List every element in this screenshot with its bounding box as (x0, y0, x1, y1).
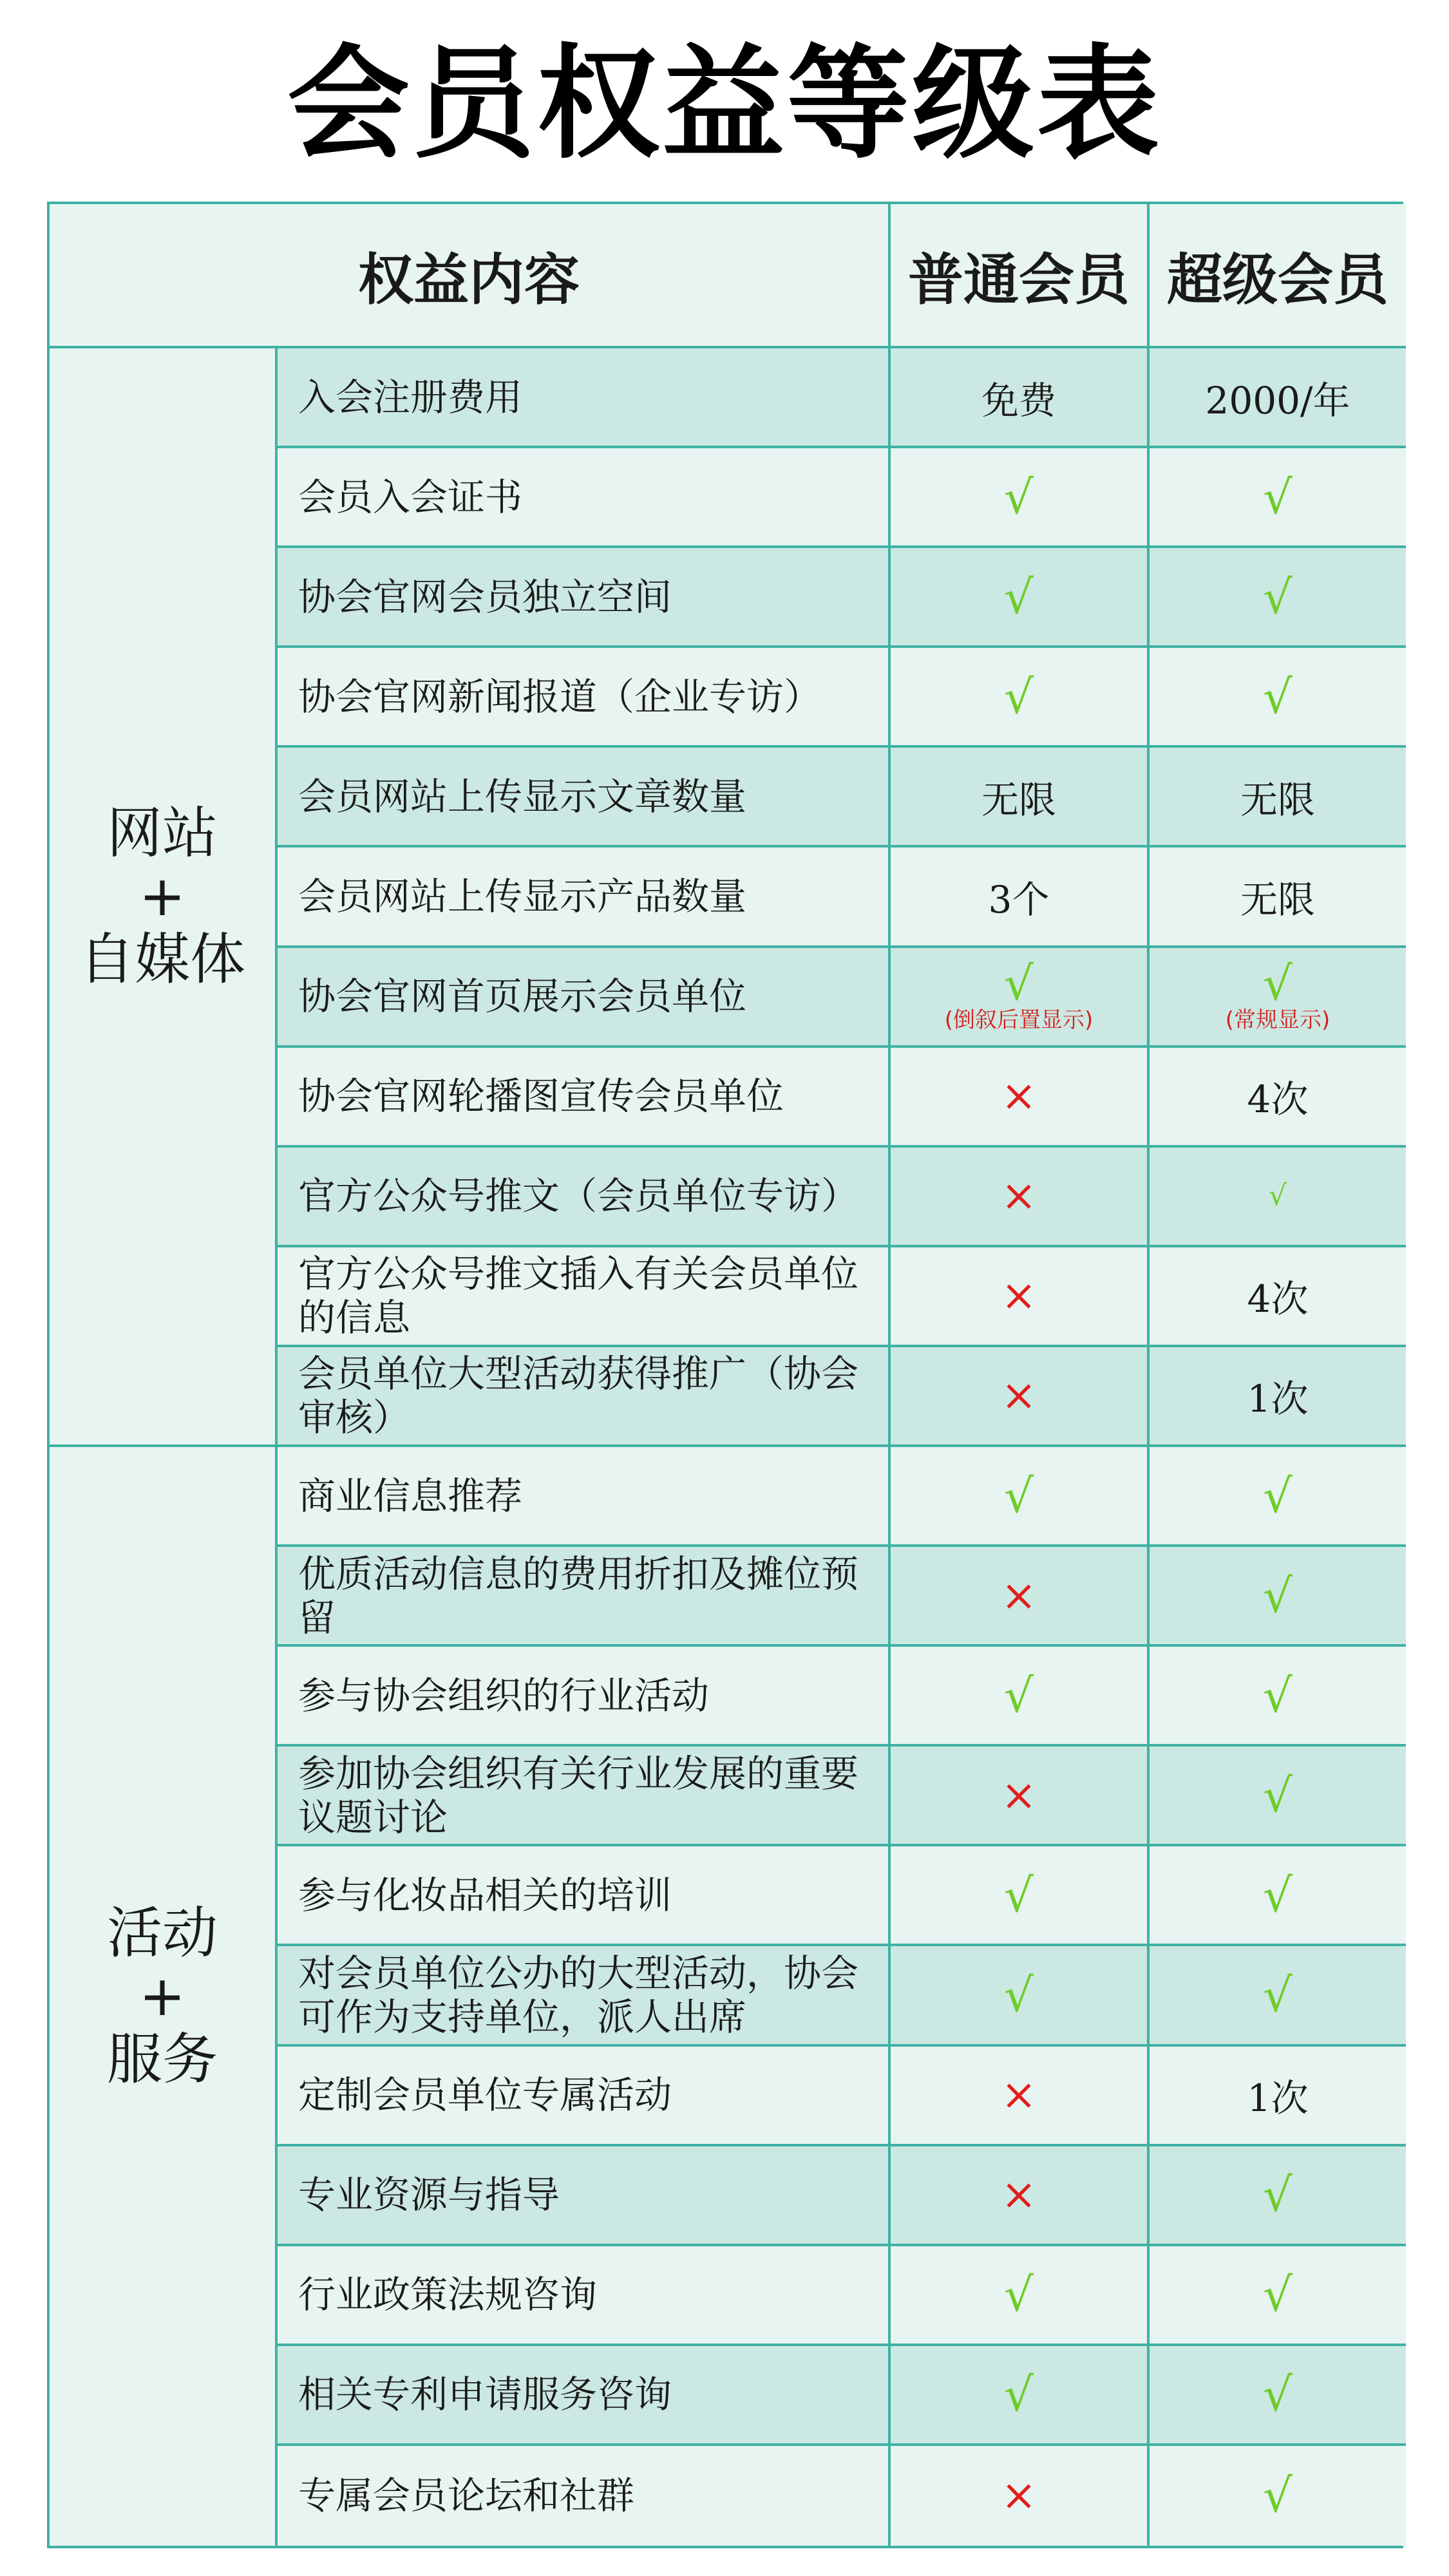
benefit-item: 官方公众号推文（会员单位专访） (278, 1148, 891, 1247)
benefit-item: 会员网站上传显示文章数量 (278, 748, 891, 848)
normal-member-value (891, 1148, 1150, 1247)
check-icon: √ (1263, 669, 1293, 724)
super-member-value (1150, 448, 1406, 548)
benefit-item: 定制会员单位专属活动 (278, 2047, 891, 2146)
normal-member-value (891, 2346, 1150, 2446)
super-member-value (1150, 1547, 1406, 1647)
benefit-item: 协会官网轮播图宣传会员单位 (278, 1048, 891, 1148)
cross-icon: × (1001, 1271, 1037, 1321)
check-icon: √ (1263, 1868, 1293, 1922)
super-member-value (1150, 848, 1406, 947)
check-icon: √ (1263, 1768, 1293, 1823)
benefit-item: 参与协会组织的行业活动 (278, 1647, 891, 1747)
benefit-item: 参加协会组织有关行业发展的重要议题讨论 (278, 1747, 891, 1846)
normal-member-value (891, 548, 1150, 648)
normal-member-value (891, 448, 1150, 548)
normal-member-value (891, 1347, 1150, 1447)
normal-member-value (891, 948, 1150, 1048)
check-icon: √ (1263, 469, 1293, 524)
cross-icon: × (1001, 2070, 1037, 2120)
benefit-item: 专属会员论坛和社群 (278, 2446, 891, 2546)
super-member-value (1150, 348, 1406, 448)
benefit-item: 行业政策法规咨询 (278, 2246, 891, 2346)
super-member-value (1150, 1447, 1406, 1547)
check-icon: √ (1263, 2468, 1293, 2523)
value-text: 无限 (1240, 777, 1315, 822)
normal-member-value (891, 848, 1150, 947)
normal-member-value (891, 2446, 1150, 2546)
cross-icon: × (1001, 1071, 1037, 1121)
check-icon: √ (1004, 469, 1034, 524)
display-note: (常规显示) (1225, 1007, 1331, 1034)
check-icon: √ (1004, 956, 1034, 1011)
check-icon: √ (1263, 1967, 1293, 2022)
group-label: 活动 + 服务 (107, 1901, 218, 2092)
super-member-value (1150, 1747, 1406, 1846)
super-member-value (1150, 1048, 1406, 1148)
benefit-item: 商业信息推荐 (278, 1447, 891, 1547)
super-member-value (1150, 1647, 1406, 1747)
normal-member-value (891, 748, 1150, 848)
normal-member-value (891, 1647, 1150, 1747)
cross-icon: × (1001, 1770, 1037, 1820)
super-member-value (1150, 748, 1406, 848)
normal-member-value (891, 2047, 1150, 2146)
super-member-value (1150, 1347, 1406, 1447)
check-icon: √ (1004, 2367, 1034, 2422)
super-member-value (1150, 548, 1406, 648)
benefit-item: 会员入会证书 (278, 448, 891, 548)
value-text: 1次 (1247, 2076, 1309, 2121)
check-icon: √ (1263, 2168, 1293, 2222)
benefit-item: 协会官网首页展示会员单位 (278, 948, 891, 1048)
check-icon: √ (1004, 1468, 1034, 1523)
value-text: 4次 (1247, 1277, 1309, 1321)
check-icon: √ (1004, 669, 1034, 724)
benefit-item: 对会员单位公办的大型活动，协会可作为支持单位，派人出席 (278, 1946, 891, 2046)
value-text: 免费 (981, 378, 1056, 422)
cross-icon: × (1001, 2170, 1037, 2220)
group-label: 网站 + 自媒体 (79, 801, 245, 992)
check-icon: √ (1263, 1668, 1293, 1723)
check-icon: √ (1004, 569, 1034, 624)
check-icon: √ (1263, 2367, 1293, 2422)
benefit-item: 参与化妆品相关的培训 (278, 1846, 891, 1946)
check-icon: √ (1263, 1568, 1293, 1623)
cross-icon: × (1001, 1370, 1037, 1421)
super-member-value (1150, 1846, 1406, 1946)
normal-member-value (891, 1547, 1150, 1647)
cross-icon: × (1001, 1171, 1037, 1221)
cross-icon: × (1001, 2470, 1037, 2521)
check-icon: √ (1004, 1668, 1034, 1723)
super-member-value (1150, 1148, 1406, 1247)
check-icon: √ (1268, 1179, 1287, 1213)
normal-member-value (891, 1747, 1150, 1846)
header-content: 权益内容 (50, 204, 891, 348)
normal-member-value (891, 1048, 1150, 1148)
header-super-member: 超级会员 (1150, 204, 1406, 348)
benefit-item: 入会注册费用 (278, 348, 891, 448)
normal-member-value (891, 1447, 1150, 1547)
benefit-item: 会员单位大型活动获得推广（协会审核） (278, 1347, 891, 1447)
check-icon: √ (1263, 569, 1293, 624)
value-text: 无限 (981, 777, 1056, 822)
super-member-value (1150, 648, 1406, 748)
normal-member-value (891, 348, 1150, 448)
super-member-value (1150, 2047, 1406, 2146)
cross-icon: × (1001, 1570, 1037, 1620)
membership-table (47, 202, 1403, 2548)
group-label-cell (50, 348, 278, 1447)
super-member-value (1150, 2246, 1406, 2346)
benefit-item: 协会官网会员独立空间 (278, 548, 891, 648)
value-text: 无限 (1240, 877, 1315, 922)
benefit-item: 相关专利申请服务咨询 (278, 2346, 891, 2446)
value-text: 3个 (988, 877, 1050, 922)
display-note: (倒叙后置显示) (944, 1007, 1094, 1034)
normal-member-value (891, 1946, 1150, 2046)
check-icon: √ (1004, 1868, 1034, 1922)
normal-member-value (891, 648, 1150, 748)
normal-member-value (891, 2246, 1150, 2346)
check-icon: √ (1004, 1967, 1034, 2022)
benefit-item: 协会官网新闻报道（企业专访） (278, 648, 891, 748)
super-member-value (1150, 2446, 1406, 2546)
benefit-item: 专业资源与指导 (278, 2146, 891, 2246)
check-icon: √ (1263, 956, 1293, 1011)
normal-member-value (891, 1247, 1150, 1347)
header-normal-member: 普通会员 (891, 204, 1150, 348)
benefit-item: 官方公众号推文插入有关会员单位的信息 (278, 1247, 891, 1347)
super-member-value (1150, 1946, 1406, 2046)
check-icon: √ (1004, 2268, 1034, 2322)
group-label-cell (50, 1447, 278, 2546)
normal-member-value (891, 2146, 1150, 2246)
super-member-value (1150, 1247, 1406, 1347)
check-icon: √ (1263, 2268, 1293, 2322)
value-text: 4次 (1247, 1077, 1309, 1122)
normal-member-value (891, 1846, 1150, 1946)
check-icon: √ (1263, 1468, 1293, 1523)
value-text: 1次 (1247, 1377, 1309, 1421)
super-member-value (1150, 948, 1406, 1048)
value-text: 2000/年 (1205, 378, 1350, 422)
super-member-value (1150, 2146, 1406, 2246)
page-title: 会员权益等级表 (287, 32, 1162, 175)
benefit-item: 会员网站上传显示产品数量 (278, 848, 891, 947)
benefit-item: 优质活动信息的费用折扣及摊位预留 (278, 1547, 891, 1647)
super-member-value (1150, 2346, 1406, 2446)
